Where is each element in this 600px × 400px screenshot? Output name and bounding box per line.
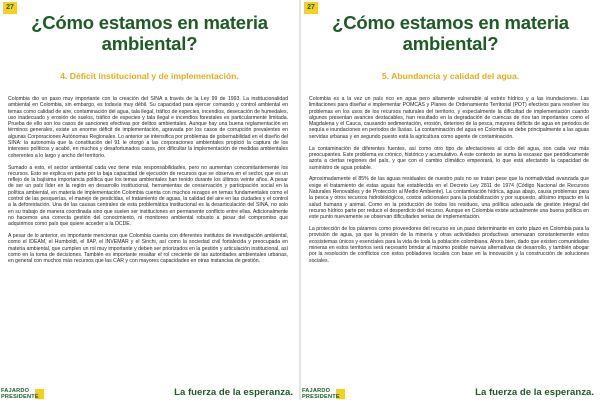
left-page — [0, 0, 299, 400]
page-title-line1: ¿Cómo estamos en materia — [332, 12, 569, 33]
page-title-line2: ambiental? — [101, 33, 198, 54]
paragraph: Aproximadamente el 85% de las aguas residuales de nuestro país no se tratan pese que la normatividad avanzada que exige el tratamiento de estas aguas fue establecida en el Decreto Ley 2811 de 1974 (Código Nacional de Recursos Naturales Renovables y de Protección al Medio Ambiente). La contaminación hídrica, aguas abajo, causa problemas para la pesca y otros recursos hidrobiológicos, costos adicionales para la potabilización y por supuesto, altísimo impacto en la salud humana y animal. Como en la producción de todos los residuos, una política adecuada de gestión integral del recurso hídrico parte por reducir el desperdicio del recurso. Aunque en Colombia existe actualmente una buena política en este punto nuevamente se observan dificultades serias de implementación. — [309, 176, 589, 221]
logo-line1: FAJARDO — [1, 388, 30, 394]
paragraph: Colombia dio un paso muy importante con la creación del SINA a través de la Ley 99 de 1993. La institucionalidad ambiental en Colombia, sin embargo, es todavía muy débil. Su capacidad para ejercer comando y control ambiental en temas como calidad de aire, contaminación del agua, tala ilegal, tráfico de especies, incendios, desecación de humedales, uso inadecuado y erosión de suelos, tráfico de especies y tala ilegal e incendios forestales es particularmente limitada. Prueba de ello son los casos de sanciones efectivas por delitos ambientales. Aunque hay una buena reglamentación en términos generales, existe un enorme déficit de implementación, agravada por los casos de corrupción prevalentes en algunas Corporaciones Autónomas Regionales. Lo anterior se intensifica por problemas de gobernabilidad en el diseño del SINA: la autonomía que la constitución del 91 le otorgó a las corporaciones ambientales propició la captura de los intereses políticos y acabó, en muchos y desafortunados casos, por dificultar la implementación de medidas ambientales coherentes a lo largo y ancho del territorio. — [8, 96, 288, 159]
footer — [0, 388, 299, 400]
page-title-line2: ambiental? — [402, 33, 499, 54]
section-title: 5. Abundancia y calidad del agua. — [381, 71, 520, 81]
paragraph: La contaminación de diferentes fuentes, así como otro tipo de afectaciones al ciclo del agua, son cada vez más preocupantes. Este problema es crónico, histórico y acumulativo. A este contexto se suma la escasez que periódicamente azota a ciertas regiones del país, y que con el cambio climático empeorará, lo que está afectando la capacidad de suministro de agua potable. — [309, 145, 589, 171]
campaign-logo — [0, 388, 46, 400]
page-title — [301, 12, 600, 54]
footer-slogan: La fuerza de la esperanza. — [475, 387, 594, 398]
body-text — [8, 96, 288, 270]
right-page — [301, 0, 600, 400]
logo-line2: PRESIDENTE — [1, 394, 39, 400]
page-title — [0, 12, 299, 54]
section-title: 4. Déficit institucional y de implementación. — [60, 71, 239, 81]
campaign-logo — [301, 388, 347, 400]
page-number-badge: 27 — [304, 2, 318, 14]
logo-line2: PRESIDENTE — [302, 394, 340, 400]
page-title-line1: ¿Cómo estamos en materia — [31, 12, 268, 33]
footer-slogan: La fuerza de la esperanza. — [174, 387, 293, 398]
logo-line1: FAJARDO — [302, 388, 331, 394]
paragraph: A pesar de lo anterior, es importante mencionar que Colombia cuenta con diferentes institutos de investigación ambiental, como el IDEAM, el Humboldt, el IIAP, el INVEMAR y el Sinchi, así como la sociedad civil fortalecida y preocupada en materia ambiental, que cumplen un rol muy importante y deben ser priorizados en la gestión y articulación institucional, así como en la toma de decisiones. También es importante resaltar el rol creciente de las autoridades ambientales urbanas, en general con muchos más recursos que las CAR y con mayores capacidades en otras instancias de gestión. — [8, 233, 288, 265]
footer — [301, 388, 600, 400]
paragraph: Sumado a esto, el sector ambiental cada vez tiene más responsabilidades, pero no aumentan concomitantemente los recursos. Esto se explica en parte por la baja capacidad de ejecución de recursos que se observa en el sector, que es un reflejo de la bajísima importancia política que los temas ambientales han tenido durante los últimos veinte años. A pesar de ser un país líder en la región en desarrollo institucional, herramientas de conservación y participación social en la política ambiental, en materia de implementación Colombia cuenta con muchos rezagos en temas fundamentales como el control de las pesquerías, el manejo de pesticidas, el tratamiento de aguas, la calidad del aire en las ciudades y el control a la deforestación. Una de las causas centrales de esta problemática institucional es la desarticulación del SINA, no solo en su trabajo de manera coordinada sino que suelen ser instituciones en permanente conflicto entre ellas. Adicionalmente no hacemos una correcta gestión del conocimiento, ni monitoreo ambiental robusto a pesar del compromiso que adquirimos como país que quiere acceder a la OCDE. — [8, 164, 288, 228]
paragraph: Colombia es a la vez un país rico en agua pero altamente vulnerable al estrés hídrico y a las inundaciones. Las limitaciones para diseñar e implementar POMCAS y Planes de Ordenamiento Territorial (POT) efectivos para resolver los problemas en los usos de los recursos naturales del territorio, y especialmente la dificultad de implementación cuando algunos presentan avances destacables, han resultado en la degradación de cuencas de ríos tan importantes como el Magdalena y el Cauca, causando sedimentación, erosión, deterioro de la pesca, mayores déficits de agua en periodos de sequía e inundaciones en periodos de lluvias. La contaminación del agua en Colombia se debe principalmente a las aguas servidas urbanas y en segundo puesto está la agricultura como agente de contaminación. — [309, 96, 589, 140]
body-text — [309, 96, 589, 270]
paragraph: La protección de los páramos como proveedores del recurso es un paso determinante en corto plazo en Colombia para la provisión de agua, ya que la presión de la minería y otras actividades productivas amenazan constantemente estos ecosistemas únicos y esenciales para la vida de toda la población colombiana. Ahora bien, dado que existen comunidades mineras en estos territorios será necesario brindar al máximo posible nuevas alternativas de desarrollo, y también abogar por la resolución de conflictos con estos pobladores locales con base en la innovación y la construcción de soluciones sociales. — [309, 226, 589, 264]
page-number-badge: 27 — [3, 2, 17, 14]
